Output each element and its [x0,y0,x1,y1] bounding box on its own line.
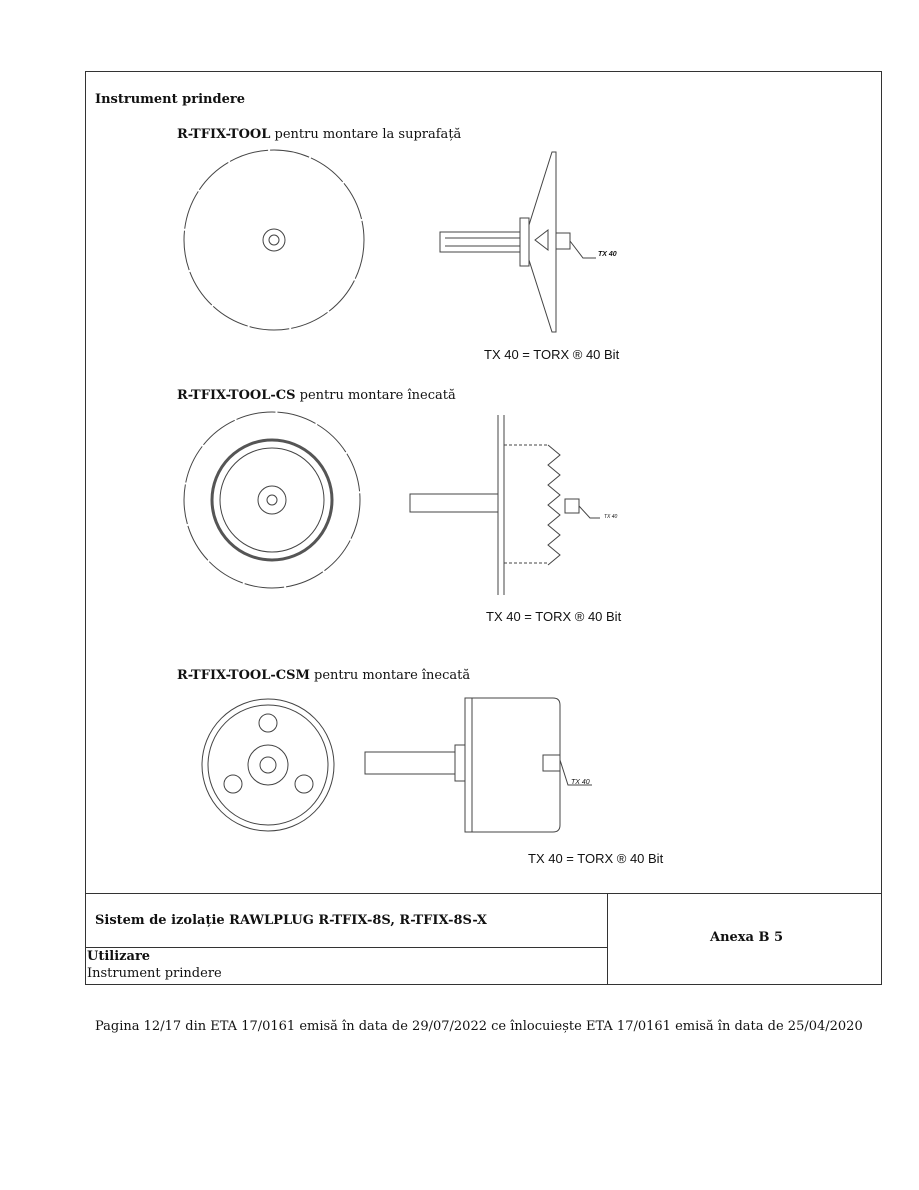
tool-1-desc: pentru montare la suprafață [270,127,462,142]
tool-1-front-view [184,150,364,330]
page-footer: Pagina 12/17 din ETA 17/0161 emisă în data de 29/07/2022 ce înlocuiește ETA 17/0161 emisă în data de 25/04/2020 [95,1019,863,1034]
tool-2-side-view [410,415,600,595]
tool-2-callout: TX 40 [604,514,618,520]
tool-3-name: R-TFIX-TOOL-CSM [177,668,310,683]
tool-1-side-view [440,152,596,332]
tool-2-heading [177,388,456,403]
usage-label: Utilizare [87,949,151,964]
tool-1-name: R-TFIX-TOOL [177,127,271,142]
system-title: Sistem de izolație RAWLPLUG R-TFIX-8S, R-TFIX-8S-X [95,913,487,928]
tool-3-caption: TX 40 = TORX ® 40 Bit [528,851,664,866]
tool-3-side-view [365,698,592,832]
section-title: Instrument prindere [95,92,245,107]
annex-label: Anexa B 5 [710,930,784,945]
tool-1-callout: TX 40 [598,251,617,258]
tool-1-caption: TX 40 = TORX ® 40 Bit [484,347,620,362]
tool-2-caption: TX 40 = TORX ® 40 Bit [486,609,622,624]
usage-value: Instrument prindere [87,966,222,981]
tool-3-callout: TX 40 [571,779,590,786]
tool-2-front-view [184,412,360,588]
title-block-divider [607,893,608,984]
title-block-top-border [85,893,882,894]
tool-2-desc: pentru montare înecată [295,388,456,403]
tool-3-desc: pentru montare înecată [309,668,471,683]
tool-2-name: R-TFIX-TOOL-CS [177,388,296,403]
tool-3-heading [177,668,470,683]
tool-3-front-view [202,699,334,831]
title-block-row-border [85,947,607,948]
